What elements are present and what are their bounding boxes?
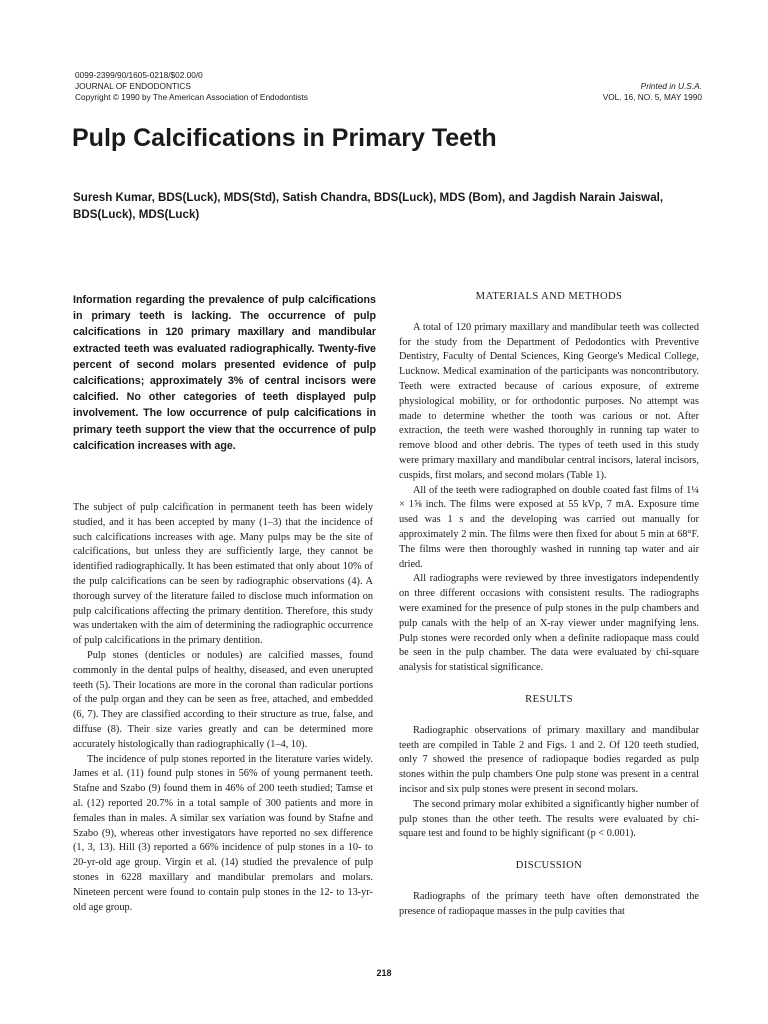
discussion-heading: DISCUSSION [515, 860, 583, 872]
right-column [399, 290, 699, 919]
intro-paragraph-1: The subject of pulp calcification in permanent teeth has been widely studied, and it has been accepted by many (1–3) that the incidence of such calcifications increases with age. Many pulps may be the site of calcifications, but unless they are sufficiently large, they cannot be identified radiographically. It has been estimated that only about 10% of the pulp calcifications can be seen by radiographic observations (4). A thorough survey of the literature failed to disclose much information on pulp calcifications affecting the primary dentition. Therefore, this study was undertaken with the aim of determining the radiographic occurrence of pulp calcifications in the primary dentition. [73, 502, 373, 647]
printed-line: Printed in U.S.A. [640, 81, 702, 91]
results-paragraph-1: Radiographic observations of primary maxillary and mandibular teeth are compiled in Table 2 and Figs. 1 and 2. Of 120 teeth studied, only 7 showed the presence of radiopaque bodies regarded as pulp stones within the pulp chambers One pulp stone was present in a central incisor and six pulp stones were present in second molars. [399, 724, 699, 795]
methods-paragraph-1: A total of 120 primary maxillary and mandibular teeth was collected for the study from the Department of Pedodontics with Preventive Dentistry, Faculty of Dental Sciences, King George's Medical College, Lucknow. Medical examination of the participants was noncontributory. Teeth were extracted because of carious exposure, of extreme physiological mobility, or for orthodontic purposes. No attempt was made to determine whether the tooth was carious or not. After extraction, the teeth were washed thoroughly in running tap water to remove blood and other debris. The types of teeth used in this study were primary maxillary and mandibular central incisors, lateral incisors, cuspids, first molars, and second molars (Table 1). [399, 321, 699, 481]
results-heading: RESULTS [525, 693, 573, 705]
methods-paragraph-2: All of the teeth were radiographed on double coated fast films of 1¼ × 1⅝ inch. The films were exposed at 55 kVp, 7 mA. Exposure time used was 1 s and the developing was carried out manually for approximately 2 min. The films were then fixed for about 5 min at 68°F. The films were then thoroughly washed in running tap water and air dried. [399, 484, 699, 570]
page-number: 218 [376, 968, 392, 978]
volume-line: VOL. 16, NO. 5, MAY 1990 [602, 92, 702, 102]
left-column [73, 501, 373, 915]
discussion-paragraph-1: Radiographs of the primary teeth have often demonstrated the presence of radiopaque masses in the pulp cavities that [399, 890, 699, 917]
journal-header-right [520, 70, 702, 103]
doi-line: 0099-2399/90/1605-0218/$02.00/0 [75, 70, 203, 80]
copyright-line: Copyright © 1990 by The American Association of Endodontists [75, 92, 308, 102]
methods-heading: MATERIALS AND METHODS [475, 291, 623, 302]
article-title: Pulp Calcifications in Primary Teeth [72, 124, 497, 152]
journal-header-left [75, 70, 308, 103]
journal-name: JOURNAL OF ENDODONTICS [75, 81, 191, 91]
methods-paragraph-3: All radiographs were reviewed by three investigators independently on three different occasions with consistent results. The radiographs were examined for the presence of pulp stones in the pulp chambers and pulp canals with the help of an X-ray viewer under magnifying lens. Pulp stones were recorded only when a definite radiopaque mass could be seen in the pulp chamber. The data were evaluated by chi-square analysis for statistical significance. [399, 573, 699, 674]
intro-paragraph-2: Pulp stones (denticles or nodules) are calcified masses, found commonly in the dental pulps of healthy, diseased, and even unerupted teeth (5). Their locations are more in the coronal than radicular portions of the pulp organ and they can be seen as free, attached, and embedded (6, 7). They are classified according to their structure as true, false, and diffuse (8). Their size varies greatly and can be determined more accurately histologically than radiographically (1–4, 10). [73, 649, 373, 750]
results-paragraph-2: The second primary molar exhibited a significantly higher number of pulp stones than the other teeth. The results were evaluated by chi-square test and found to be highly significant (p < 0.001). [399, 798, 699, 840]
intro-paragraph-3: The incidence of pulp stones reported in the literature varies widely. James et al. (11) found pulp stones in 56% of young permanent teeth. Stafne and Szabo (9) found them in 46% of 200 teeth studied; Tamse et al. (12) reported 20.7% in a total sample of 300 patients and more in females than in males. A similar sex variation was found by Stafne and Szabo (9), whereas other investigators have reported no sex difference (1, 3, 13). Hill (3) reported a 66% incidence of pulp stones in a 10- to 20-yr-old age group. Virgin et al. (14) studied the prevalence of pulp stones in 6228 maxillary and mandibular premolars and molars. Nineteen percent were found to contain pulp stones in the 12- to 13-yr-old age group. [73, 753, 373, 913]
author-list: Suresh Kumar, BDS(Luck), MDS(Std), Satish Chandra, BDS(Luck), MDS (Bom), and Jagdish Narain Jaiswal, BDS(Luck), MDS(Luck) [73, 191, 664, 221]
abstract: Information regarding the prevalence of pulp calcifications in primary teeth is lacking. The occurrence of pulp calcifications in 120 primary maxillary and mandibular extracted teeth was evaluated radiographically. Twenty-five percent of second molars presented evidence of pulp calcifications; approximately 3% of central incisors were calcified. No other categories of teeth displayed pulp involvement. The low occurrence of pulp calcifications in primary teeth support the view that the occurrence of pulp calcification increases with age. [73, 294, 376, 452]
